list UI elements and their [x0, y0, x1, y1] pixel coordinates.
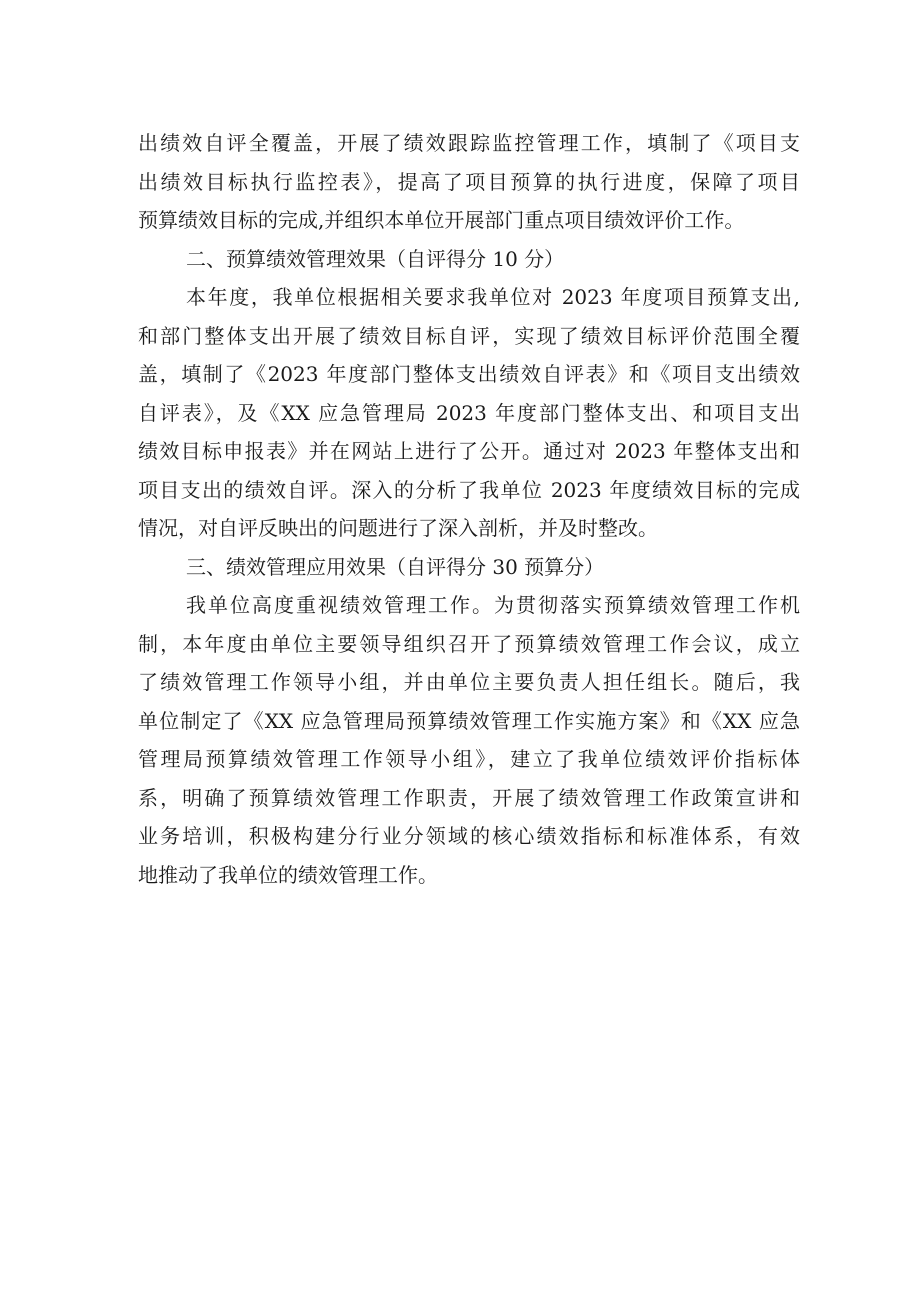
- paragraph-line: 单位制定了《XX 应急管理局预算绩效管理工作实施方案》和《XX 应急: [138, 708, 800, 733]
- paragraph-line: 地推动了我单位的绩效管理工作。: [138, 862, 438, 887]
- paragraph-line: 我单位高度重视绩效管理工作。为贯彻落实预算绩效管理工作机: [186, 593, 800, 617]
- paragraph-line: 预算绩效目标的完成,并组织本单位开展部门重点项目绩效评价工作。: [138, 208, 745, 232]
- section-heading: 三、绩效管理应用效果（自评得分 30 预算分）: [186, 554, 605, 579]
- paragraph-line: 项目支出的绩效自评。深入的分析了我单位 2023 年度绩效目标的完成: [138, 477, 800, 502]
- document-body: [138, 124, 800, 894]
- paragraph-line: 系，明确了预算绩效管理工作职责，开展了绩效管理工作政策宣讲和: [138, 785, 800, 810]
- paragraph-line: 了绩效管理工作领导小组，并由单位主要负责人担任组长。随后，我: [138, 670, 800, 694]
- paragraph-line: 和部门整体支出开展了绩效目标自评，实现了绩效目标评价范围全覆: [138, 323, 800, 348]
- paragraph-line: 业务培训，积极构建分行业分领域的核心绩效指标和标准体系，有效: [138, 824, 800, 848]
- paragraph-line: 管理局预算绩效管理工作领导小组》，建立了我单位绩效评价指标体: [138, 747, 800, 771]
- paragraph-line: 出绩效自评全覆盖，开展了绩效跟踪监控管理工作，填制了《项目支: [138, 131, 800, 155]
- paragraph-line: 出绩效目标执行监控表》，提高了项目预算的执行进度，保障了项目: [138, 169, 800, 194]
- section-heading: 二、预算绩效管理效果（自评得分 10 分）: [186, 246, 565, 271]
- paragraph-line: 绩效目标申报表》并在网站上进行了公开。通过对 2023 年整体支出和: [138, 439, 800, 463]
- paragraph-line: 自评表》，及《XX 应急管理局 2023 年度部门整体支出、和项目支出: [138, 400, 800, 425]
- paragraph-line: 情况，对自评反映出的问题进行了深入剖析，并及时整改。: [138, 516, 658, 540]
- paragraph-line: 盖，填制了《2023 年度部门整体支出绩效自评表》和《项目支出绩效: [138, 362, 800, 386]
- paragraph-line: 本年度，我单位根据相关要求我单位对 2023 年度项目预算支出,: [186, 285, 800, 309]
- paragraph-line: 制，本年度由单位主要领导组织召开了预算绩效管理工作会议，成立: [138, 631, 800, 656]
